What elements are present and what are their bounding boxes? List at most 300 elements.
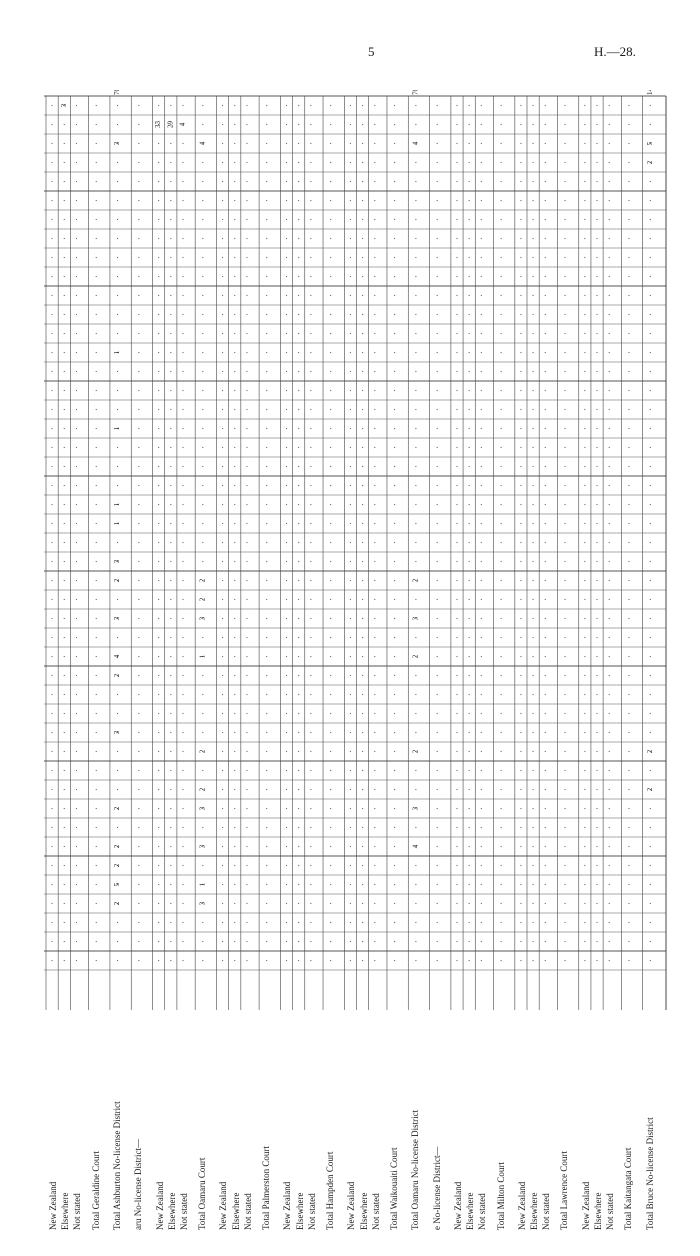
leader-dot — [362, 599, 363, 600]
leader-dot — [330, 789, 331, 790]
cell-value: 3 — [411, 806, 420, 811]
leader-dot — [330, 713, 331, 714]
leader-dot — [138, 105, 139, 106]
leader-dot — [501, 219, 502, 220]
leader-dot — [437, 618, 438, 619]
leader-dot — [96, 713, 97, 714]
cell-value: 3 — [198, 901, 207, 906]
row-label: Not stated — [541, 1193, 552, 1230]
leader-dot — [202, 637, 203, 638]
leader-dot — [246, 865, 247, 866]
leader-dot — [310, 713, 311, 714]
leader-dot — [596, 504, 597, 505]
leader-dot — [650, 409, 651, 410]
leader-dot — [481, 884, 482, 885]
leader-dot — [222, 409, 223, 410]
leader-dot — [532, 333, 533, 334]
leader-dot — [138, 466, 139, 467]
leader-dot — [202, 124, 203, 125]
leader-dot — [481, 504, 482, 505]
leader-dot — [234, 105, 235, 106]
row-label: Elsewhere — [358, 1192, 369, 1230]
leader-dot — [234, 789, 235, 790]
leader-dot — [481, 257, 482, 258]
leader-dot — [158, 675, 159, 676]
leader-dot — [415, 694, 416, 695]
leader-dot — [456, 865, 457, 866]
leader-dot — [117, 295, 118, 296]
leader-dot — [222, 143, 223, 144]
leader-dot — [596, 295, 597, 296]
leader-dot — [298, 219, 299, 220]
leader-dot — [609, 770, 610, 771]
leader-dot — [222, 447, 223, 448]
leader-dot — [394, 922, 395, 923]
leader-dot — [76, 257, 77, 258]
leader-dot — [628, 162, 629, 163]
leader-dot — [481, 694, 482, 695]
leader-dot — [545, 238, 546, 239]
leader-dot — [650, 466, 651, 467]
leader-dot — [564, 732, 565, 733]
leader-dot — [650, 428, 651, 429]
cell-value: 2 — [411, 654, 420, 659]
leader-dot — [481, 770, 482, 771]
leader-dot — [158, 618, 159, 619]
leader-dot — [234, 485, 235, 486]
leader-dot — [596, 219, 597, 220]
leader-dot — [96, 846, 97, 847]
leader-dot — [456, 922, 457, 923]
leader-dot — [298, 884, 299, 885]
leader-dot — [437, 903, 438, 904]
leader-dot — [182, 599, 183, 600]
leader-dot — [138, 428, 139, 429]
leader-dot — [650, 713, 651, 714]
leader-dot — [469, 276, 470, 277]
leader-dot — [222, 846, 223, 847]
leader-dot — [286, 675, 287, 676]
leader-dot — [286, 333, 287, 334]
leader-dot — [362, 124, 363, 125]
leader-dot — [415, 523, 416, 524]
cell-value: 2 — [113, 578, 122, 583]
leader-dot — [628, 903, 629, 904]
leader-dot — [596, 447, 597, 448]
cell-value: 2 — [198, 749, 207, 754]
leader-dot — [330, 447, 331, 448]
leader-dot — [564, 181, 565, 182]
leader-dot — [298, 276, 299, 277]
leader-dot — [158, 371, 159, 372]
leader-dot — [628, 466, 629, 467]
leader-dot — [246, 561, 247, 562]
leader-dot — [350, 314, 351, 315]
leader-dot — [532, 124, 533, 125]
leader-dot — [532, 713, 533, 714]
leader-dot — [158, 922, 159, 923]
leader-dot — [138, 618, 139, 619]
cell-value: 2 — [411, 749, 420, 754]
leader-dot — [64, 808, 65, 809]
leader-dot — [246, 238, 247, 239]
leader-dot — [96, 485, 97, 486]
leader-dot — [374, 713, 375, 714]
leader-dot — [330, 960, 331, 961]
leader-dot — [520, 542, 521, 543]
leader-dot — [437, 751, 438, 752]
leader-dot — [182, 827, 183, 828]
leader-dot — [51, 542, 52, 543]
leader-dot — [469, 523, 470, 524]
leader-dot — [266, 238, 267, 239]
leader-dot — [158, 599, 159, 600]
leader-dot — [222, 599, 223, 600]
leader-dot — [362, 675, 363, 676]
leader-dot — [362, 561, 363, 562]
leader-dot — [596, 637, 597, 638]
leader-dot — [286, 865, 287, 866]
leader-dot — [481, 713, 482, 714]
leader-dot — [76, 238, 77, 239]
leader-dot — [246, 219, 247, 220]
leader-dot — [362, 922, 363, 923]
leader-dot — [170, 295, 171, 296]
leader-dot — [182, 751, 183, 752]
leader-dot — [138, 846, 139, 847]
leader-dot — [415, 827, 416, 828]
leader-dot — [609, 656, 610, 657]
leader-dot — [532, 960, 533, 961]
leader-dot — [246, 656, 247, 657]
leader-dot — [545, 447, 546, 448]
leader-dot — [584, 485, 585, 486]
leader-dot — [222, 276, 223, 277]
leader-dot — [469, 941, 470, 942]
leader-dot — [234, 656, 235, 657]
leader-dot — [501, 181, 502, 182]
leader-dot — [609, 675, 610, 676]
leader-dot — [96, 124, 97, 125]
leader-dot — [437, 105, 438, 106]
leader-dot — [76, 751, 77, 752]
leader-dot — [182, 637, 183, 638]
leader-dot — [456, 390, 457, 391]
leader-dot — [51, 124, 52, 125]
leader-dot — [222, 504, 223, 505]
leader-dot — [609, 903, 610, 904]
leader-dot — [158, 485, 159, 486]
leader-dot — [628, 580, 629, 581]
leader-dot — [628, 542, 629, 543]
leader-dot — [182, 466, 183, 467]
leader-dot — [501, 827, 502, 828]
leader-dot — [51, 447, 52, 448]
leader-dot — [650, 371, 651, 372]
leader-dot — [374, 694, 375, 695]
leader-dot — [437, 675, 438, 676]
leader-dot — [394, 485, 395, 486]
leader-dot — [584, 257, 585, 258]
leader-dot — [564, 675, 565, 676]
leader-dot — [170, 865, 171, 866]
leader-dot — [310, 542, 311, 543]
leader-dot — [310, 219, 311, 220]
leader-dot — [456, 276, 457, 277]
leader-dot — [330, 371, 331, 372]
leader-dot — [202, 447, 203, 448]
leader-dot — [51, 105, 52, 106]
total-value: 14 — [645, 90, 654, 95]
leader-dot — [394, 542, 395, 543]
leader-dot — [96, 219, 97, 220]
leader-dot — [596, 466, 597, 467]
leader-dot — [330, 390, 331, 391]
leader-dot — [584, 846, 585, 847]
leader-dot — [374, 789, 375, 790]
leader-dot — [234, 960, 235, 961]
leader-dot — [650, 922, 651, 923]
row-label: New Zealand — [516, 1181, 527, 1230]
leader-dot — [182, 504, 183, 505]
leader-dot — [545, 466, 546, 467]
leader-dot — [51, 143, 52, 144]
leader-dot — [298, 523, 299, 524]
leader-dot — [298, 504, 299, 505]
leader-dot — [298, 447, 299, 448]
leader-dot — [266, 219, 267, 220]
leader-dot — [266, 333, 267, 334]
leader-dot — [584, 561, 585, 562]
leader-dot — [310, 105, 311, 106]
leader-dot — [520, 580, 521, 581]
leader-dot — [456, 599, 457, 600]
leader-dot — [182, 257, 183, 258]
leader-dot — [51, 561, 52, 562]
leader-dot — [330, 884, 331, 885]
leader-dot — [350, 105, 351, 106]
leader-dot — [456, 409, 457, 410]
leader-dot — [76, 143, 77, 144]
leader-dot — [246, 504, 247, 505]
leader-dot — [158, 580, 159, 581]
leader-dot — [564, 789, 565, 790]
leader-dot — [481, 390, 482, 391]
row-label: Elsewhere — [592, 1192, 603, 1230]
leader-dot — [469, 960, 470, 961]
leader-dot — [415, 238, 416, 239]
leader-dot — [234, 409, 235, 410]
leader-dot — [234, 504, 235, 505]
leader-dot — [158, 314, 159, 315]
leader-dot — [501, 789, 502, 790]
leader-dot — [117, 922, 118, 923]
leader-dot — [481, 238, 482, 239]
leader-dot — [394, 580, 395, 581]
leader-dot — [202, 314, 203, 315]
leader-dot — [545, 770, 546, 771]
leader-dot — [481, 960, 482, 961]
leader-dot — [76, 371, 77, 372]
leader-dot — [628, 922, 629, 923]
leader-dot — [222, 124, 223, 125]
leader-dot — [202, 333, 203, 334]
leader-dot — [51, 504, 52, 505]
leader-dot — [609, 428, 610, 429]
leader-dot — [350, 732, 351, 733]
leader-dot — [609, 523, 610, 524]
leader-dot — [650, 903, 651, 904]
leader-dot — [182, 618, 183, 619]
cell-value: 2 — [113, 863, 122, 868]
leader-dot — [246, 789, 247, 790]
leader-dot — [545, 143, 546, 144]
leader-dot — [545, 941, 546, 942]
leader-dot — [362, 162, 363, 163]
cell-value: 2 — [113, 844, 122, 849]
leader-dot — [64, 409, 65, 410]
leader-dot — [64, 846, 65, 847]
leader-dot — [246, 884, 247, 885]
leader-dot — [64, 960, 65, 961]
leader-dot — [96, 276, 97, 277]
cell-value: 4 — [178, 122, 187, 127]
leader-dot — [64, 485, 65, 486]
leader-dot — [584, 789, 585, 790]
leader-dot — [545, 295, 546, 296]
leader-dot — [456, 637, 457, 638]
leader-dot — [202, 428, 203, 429]
leader-dot — [266, 580, 267, 581]
leader-dot — [394, 504, 395, 505]
leader-dot — [76, 105, 77, 106]
leader-dot — [286, 238, 287, 239]
leader-dot — [532, 751, 533, 752]
leader-dot — [564, 333, 565, 334]
leader-dot — [609, 257, 610, 258]
leader-dot — [456, 333, 457, 334]
leader-dot — [182, 694, 183, 695]
leader-dot — [532, 352, 533, 353]
cell-value: 2 — [645, 160, 654, 165]
leader-dot — [138, 960, 139, 961]
leader-dot — [222, 314, 223, 315]
leader-dot — [532, 884, 533, 885]
leader-dot — [394, 333, 395, 334]
leader-dot — [310, 637, 311, 638]
leader-dot — [564, 865, 565, 866]
leader-dot — [628, 732, 629, 733]
leader-dot — [170, 276, 171, 277]
cell-value: 2 — [645, 749, 654, 754]
leader-dot — [481, 580, 482, 581]
leader-dot — [609, 238, 610, 239]
leader-dot — [158, 903, 159, 904]
leader-dot — [596, 713, 597, 714]
leader-dot — [138, 941, 139, 942]
leader-dot — [170, 713, 171, 714]
leader-dot — [545, 542, 546, 543]
leader-dot — [298, 751, 299, 752]
leader-dot — [394, 694, 395, 695]
leader-dot — [266, 922, 267, 923]
leader-dot — [456, 143, 457, 144]
leader-dot — [609, 922, 610, 923]
leader-dot — [76, 314, 77, 315]
leader-dot — [234, 865, 235, 866]
leader-dot — [564, 846, 565, 847]
leader-dot — [96, 390, 97, 391]
leader-dot — [76, 675, 77, 676]
leader-dot — [596, 846, 597, 847]
leader-dot — [415, 371, 416, 372]
leader-dot — [298, 732, 299, 733]
leader-dot — [76, 276, 77, 277]
leader-dot — [564, 618, 565, 619]
leader-dot — [298, 960, 299, 961]
leader-dot — [394, 238, 395, 239]
leader-dot — [350, 751, 351, 752]
leader-dot — [469, 143, 470, 144]
leader-dot — [374, 409, 375, 410]
leader-dot — [158, 428, 159, 429]
leader-dot — [158, 865, 159, 866]
leader-dot — [64, 751, 65, 752]
total-value: 70 — [411, 90, 420, 95]
leader-dot — [330, 466, 331, 467]
leader-dot — [234, 181, 235, 182]
leader-dot — [138, 219, 139, 220]
leader-dot — [310, 580, 311, 581]
leader-dot — [394, 181, 395, 182]
leader-dot — [628, 390, 629, 391]
leader-dot — [520, 865, 521, 866]
leader-dot — [350, 865, 351, 866]
leader-dot — [374, 124, 375, 125]
leader-dot — [266, 808, 267, 809]
leader-dot — [51, 675, 52, 676]
leader-dot — [51, 238, 52, 239]
leader-dot — [456, 504, 457, 505]
leader-dot — [609, 409, 610, 410]
leader-dot — [374, 846, 375, 847]
leader-dot — [96, 770, 97, 771]
leader-dot — [584, 105, 585, 106]
leader-dot — [415, 504, 416, 505]
leader-dot — [222, 162, 223, 163]
leader-dot — [650, 656, 651, 657]
leader-dot — [628, 561, 629, 562]
leader-dot — [51, 485, 52, 486]
leader-dot — [76, 409, 77, 410]
leader-dot — [456, 846, 457, 847]
leader-dot — [158, 808, 159, 809]
row-label: Total Bruce No-license District — [644, 1117, 655, 1230]
leader-dot — [298, 105, 299, 106]
leader-dot — [520, 694, 521, 695]
cell-value: 2 — [198, 597, 207, 602]
leader-dot — [584, 580, 585, 581]
leader-dot — [596, 656, 597, 657]
leader-dot — [650, 276, 651, 277]
leader-dot — [394, 865, 395, 866]
leader-dot — [310, 941, 311, 942]
leader-dot — [51, 162, 52, 163]
leader-dot — [628, 181, 629, 182]
leader-dot — [481, 162, 482, 163]
leader-dot — [286, 219, 287, 220]
leader-dot — [415, 409, 416, 410]
